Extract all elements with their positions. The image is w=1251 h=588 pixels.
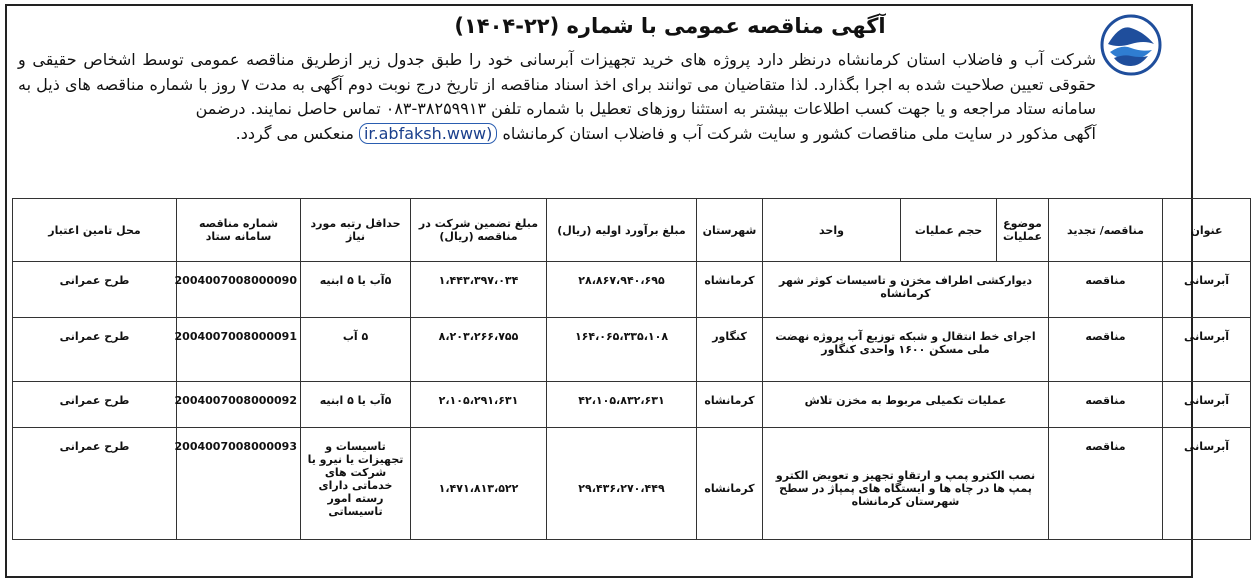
header-funding: محل تامین اعتبار bbox=[13, 199, 177, 262]
cell-tender: مناقصه bbox=[1049, 262, 1163, 318]
table-header-row bbox=[13, 199, 1251, 262]
intro-line: مناقصه های ذیل به سامانه ستاد مراجعه و یا جهت کسب اطلاعات بیشتر به استثنا روزهای تعطیل با شماره تلفن ۳۸۲۵۹۹۱۳-۰۸۳ تماس حاصل نمایند. درضمن bbox=[18, 74, 1096, 118]
header-title: عنوان bbox=[1163, 199, 1251, 262]
cell-tender: مناقصه bbox=[1049, 382, 1163, 428]
cell-title: آبرسانی bbox=[1163, 428, 1251, 540]
cell-guarantee: ۱،۴۴۳،۳۹۷،۰۳۴ bbox=[411, 262, 547, 318]
table-row bbox=[13, 318, 1251, 382]
cell-guarantee: ۲،۱۰۵،۲۹۱،۶۳۱ bbox=[411, 382, 547, 428]
cell-setad: 2004007008000090 bbox=[177, 262, 301, 318]
header-volume: حجم عملیات bbox=[901, 199, 997, 262]
cell-setad: 2004007008000091 bbox=[177, 318, 301, 382]
table-row bbox=[13, 382, 1251, 428]
water-company-logo-icon bbox=[1100, 14, 1162, 76]
cell-grade: ۵آب یا ۵ ابنیه bbox=[301, 262, 411, 318]
intro-last-after: منعکس می گردد. bbox=[235, 123, 354, 143]
cell-estimate: ۲۸،۸۶۷،۹۴۰،۶۹۵ bbox=[547, 262, 697, 318]
cell-funding: طرح عمرانی bbox=[13, 262, 177, 318]
cell-city: کرمانشاه bbox=[697, 428, 763, 540]
notice-title: آگهی مناقصه عمومی با شماره (۲۲-۱۴۰۴) bbox=[454, 14, 886, 38]
intro-last-line bbox=[18, 122, 1096, 147]
cell-title: آبرسانی bbox=[1163, 382, 1251, 428]
cell-grade: ۵ آب bbox=[301, 318, 411, 382]
cell-setad: 2004007008000092 bbox=[177, 382, 301, 428]
cell-setad: 2004007008000093 bbox=[177, 428, 301, 540]
cell-city: کنگاور bbox=[697, 318, 763, 382]
table-row bbox=[13, 428, 1251, 540]
cell-grade: ۵آب یا ۵ ابنیه bbox=[301, 382, 411, 428]
cell-description: نصب الکترو پمپ و ارتقاو تجهیز و تعویض الکترو پمپ ها در چاه ها و ایستگاه های پمپاژ در سطح شهرستان کرمانشاه bbox=[763, 428, 1049, 540]
tender-table bbox=[12, 198, 1251, 540]
cell-funding: طرح عمرانی bbox=[13, 382, 177, 428]
cell-tender: مناقصه bbox=[1049, 428, 1163, 540]
header-min-grade: حداقل رتبه مورد نیاز bbox=[301, 199, 411, 262]
cell-description: اجرای خط انتقال و شبکه توزیع آب پروژه نهضت ملی مسکن ۱۶۰۰ واحدی کنگاور bbox=[763, 318, 1049, 382]
table-row bbox=[13, 262, 1251, 318]
header-tender-renew: مناقصه/ تجدید bbox=[1049, 199, 1163, 262]
website-link[interactable]: (ir.abfaksh.www bbox=[359, 123, 497, 144]
cell-estimate: ۴۲،۱۰۵،۸۳۲،۶۳۱ bbox=[547, 382, 697, 428]
cell-funding: طرح عمرانی bbox=[13, 318, 177, 382]
cell-title: آبرسانی bbox=[1163, 318, 1251, 382]
intro-line: و حقوقی تعیین صلاحیت شده به اجرا بگذارد. لذا متقاضیان می توانند برای اخذ اسناد مناقصه از تاریخ درج نوبت دوم آگهی به مدت ۷ روز با شماره bbox=[18, 50, 1097, 94]
cell-city: کرمانشاه bbox=[697, 382, 763, 428]
header-guarantee: مبلغ تضمین شرکت در مناقصه (ریال) bbox=[411, 199, 547, 262]
cell-estimate: ۲۹،۴۳۶،۲۷۰،۴۴۹ bbox=[547, 428, 697, 540]
cell-tender: مناقصه bbox=[1049, 318, 1163, 382]
intro-line: شرکت آب و فاضلاب استان کرمانشاه درنظر دارد پروژه های خرید تجهیزات آبرسانی خود را طبق جدول زیر ازطریق مناقصه عمومی توسط اشخاص حقیقی bbox=[32, 50, 1096, 69]
cell-title: آبرسانی bbox=[1163, 262, 1251, 318]
cell-city: کرمانشاه bbox=[697, 262, 763, 318]
cell-guarantee: ۸،۲۰۳،۲۶۶،۷۵۵ bbox=[411, 318, 547, 382]
header-unit: واحد bbox=[763, 199, 901, 262]
cell-guarantee: ۱،۴۷۱،۸۱۳،۵۲۲ bbox=[411, 428, 547, 540]
cell-estimate: ۱۶۴،۰۶۵،۳۳۵،۱۰۸ bbox=[547, 318, 697, 382]
cell-description: عملیات تکمیلی مربوط به مخزن تلاش bbox=[763, 382, 1049, 428]
header-city: شهرستان bbox=[697, 199, 763, 262]
header-setad-number: شماره مناقصه سامانه ستاد bbox=[177, 199, 301, 262]
cell-description: دیوارکشی اطراف مخزن و تاسیسات کوثر شهر کرمانشاه bbox=[763, 262, 1049, 318]
notice-intro bbox=[18, 48, 1096, 146]
intro-last-before: آگهی مذکور در سایت ملی مناقصات کشور و سایت شرکت آب و فاضلاب استان کرمانشاه bbox=[502, 123, 1096, 143]
cell-funding: طرح عمرانی bbox=[13, 428, 177, 540]
cell-grade: تاسیسات و تجهیزات یا نیرو یا شرکت های خدماتی دارای رسته امور تاسیساتی bbox=[301, 428, 411, 540]
header-estimate: مبلغ برآورد اولیه (ریال) bbox=[547, 199, 697, 262]
header-subject: موضوع عملیات bbox=[997, 199, 1049, 262]
